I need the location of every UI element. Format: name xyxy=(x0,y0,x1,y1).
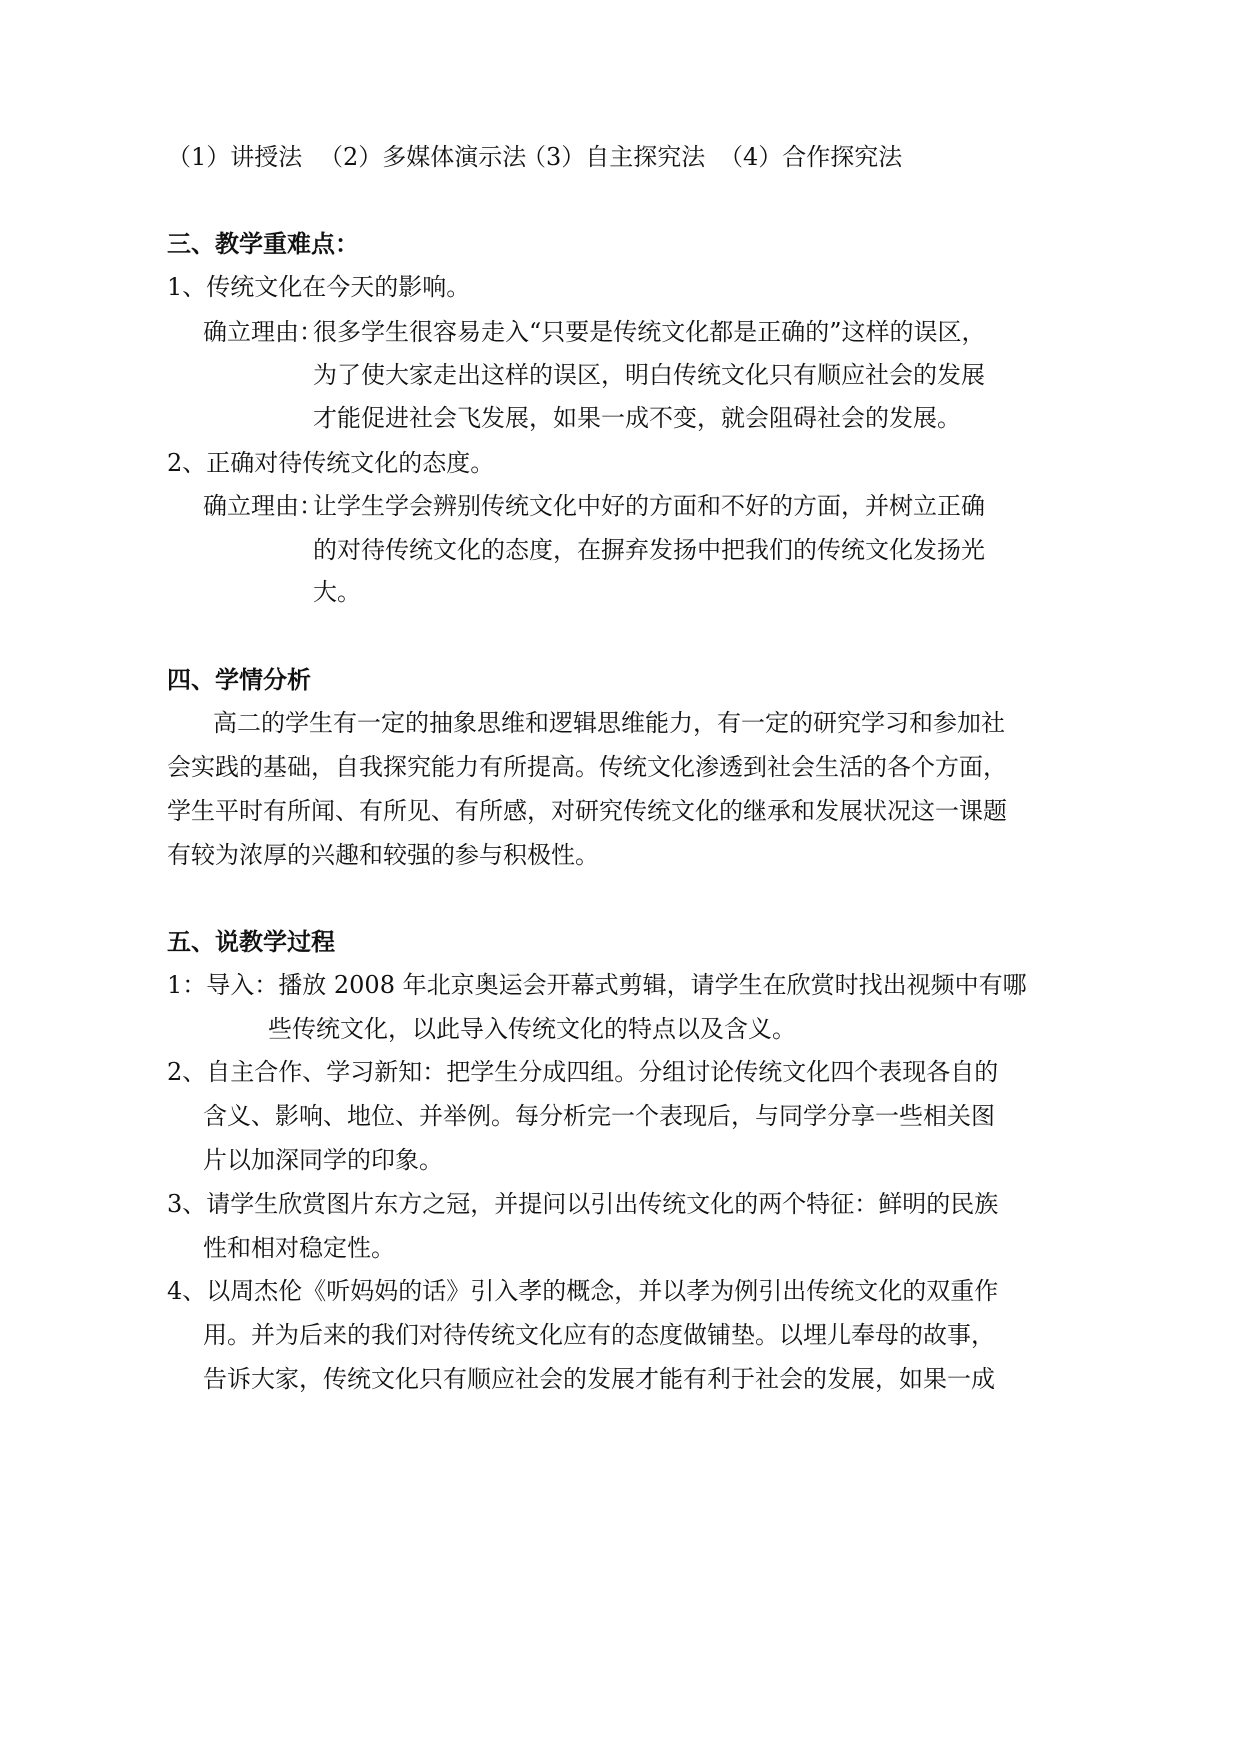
section5-step2-line2: 含义、影响、地位、并举例。每分析完一个表现后，与同学分享一些相关图 xyxy=(203,1102,995,1130)
section3-item2-reason-line1: 让学生学会辨别传统文化中好的方面和不好的方面，并树立正确 xyxy=(313,492,985,520)
section5-step4-line2: 用。并为后来的我们对待传统文化应有的态度做铺垫。以埋儿奉母的故事， xyxy=(203,1321,995,1349)
section3-item1-reason-line3: 才能促进社会飞发展，如果一成不变，就会阻碍社会的发展。 xyxy=(313,404,961,432)
section3-item2: 2、正确对待传统文化的态度。 xyxy=(167,449,495,477)
section3-item1: 1、传统文化在今天的影响。 xyxy=(167,273,471,301)
method-lecture: （1）讲授法 xyxy=(167,143,303,171)
section5-step3-line1: 3、请学生欣赏图片东方之冠，并提问以引出传统文化的两个特征：鲜明的民族 xyxy=(167,1190,999,1218)
section3-item1-reason-label: 确立理由： xyxy=(203,318,323,346)
section5-step1-line2: 些传统文化，以此导入传统文化的特点以及含义。 xyxy=(268,1015,796,1043)
section4-para-line2: 会实践的基础，自我探究能力有所提高。传统文化渗透到社会生活的各个方面， xyxy=(167,753,1007,781)
method-self-inquiry: （3）自主探究法 xyxy=(522,143,706,171)
section5-step3-line2: 性和相对稳定性。 xyxy=(203,1234,395,1262)
method-multimedia: （2）多媒体演示法 xyxy=(319,143,527,171)
method-cooperative-inquiry: （4）合作探究法 xyxy=(719,143,903,171)
section5-heading: 五、说教学过程 xyxy=(167,927,335,956)
section5-step2-line3: 片以加深同学的印象。 xyxy=(203,1146,443,1174)
section3-item1-reason-line1: 很多学生很容易走入“只要是传统文化都是正确的”这样的误区， xyxy=(313,318,986,346)
section4-para-line4: 有较为浓厚的兴趣和较强的参与积极性。 xyxy=(167,841,599,869)
section3-heading: 三、教学重难点： xyxy=(167,229,359,258)
section5-step1-line1: 1：导入：播放 2008 年北京奥运会开幕式剪辑，请学生在欣赏时找出视频中有哪 xyxy=(167,971,1027,999)
section3-item2-reason-label: 确立理由： xyxy=(203,492,323,520)
section4-para-line3: 学生平时有所闻、有所见、有所感，对研究传统文化的继承和发展状况这一课题 xyxy=(167,797,1007,825)
section4-heading: 四、学情分析 xyxy=(167,665,311,694)
section5-step4-line3: 告诉大家，传统文化只有顺应社会的发展才能有利于社会的发展，如果一成 xyxy=(203,1365,995,1393)
section5-step2-line1: 2、自主合作、学习新知：把学生分成四组。分组讨论传统文化四个表现各自的 xyxy=(167,1058,999,1086)
section3-item1-reason-line2: 为了使大家走出这样的误区，明白传统文化只有顺应社会的发展 xyxy=(313,361,985,389)
section4-para-line1: 高二的学生有一定的抽象思维和逻辑思维能力，有一定的研究学习和参加社 xyxy=(213,709,1005,737)
section3-item2-reason-line2: 的对待传统文化的态度，在摒弃发扬中把我们的传统文化发扬光 xyxy=(313,536,985,564)
section3-item2-reason-line3: 大。 xyxy=(313,578,361,606)
section5-step4-line1: 4、以周杰伦《听妈妈的话》引入孝的概念，并以孝为例引出传统文化的双重作 xyxy=(167,1277,999,1305)
